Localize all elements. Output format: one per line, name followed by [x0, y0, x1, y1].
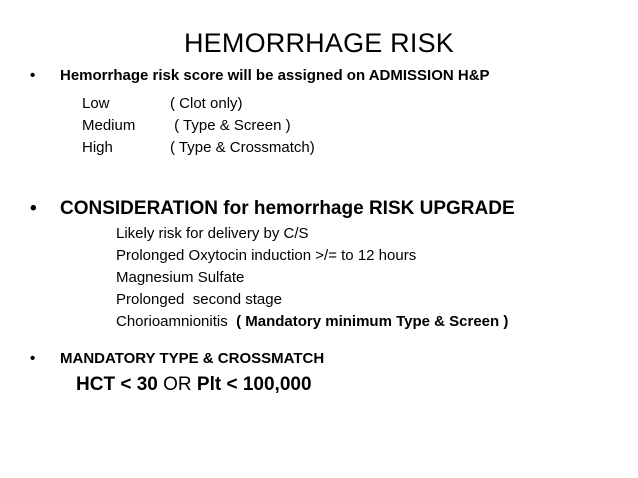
criterion-hct: HCT < 30 — [76, 374, 158, 395]
criterion-connector: OR — [163, 374, 192, 395]
risk-level-name: High — [82, 139, 113, 156]
risk-level-low — [82, 93, 315, 115]
consideration-item: Prolonged Oxytocin induction >/= to 12 hours — [116, 247, 417, 264]
slide-title: HEMORRHAGE RISK — [183, 28, 455, 58]
bullet-icon: • — [30, 350, 36, 367]
risk-level-detail: ( Type & Screen ) — [170, 117, 291, 134]
consideration-item: Magnesium Sulfate — [116, 269, 245, 286]
bullet-icon: • — [30, 67, 36, 84]
bullet-mandatory — [30, 350, 324, 367]
risk-level-name: Low — [82, 95, 110, 112]
criterion-plt: Plt < 100,000 — [196, 374, 312, 395]
consideration-item: Chorioamnionitis — [116, 313, 228, 330]
mandatory-note: ( Mandatory minimum Type & Screen ) — [236, 313, 509, 330]
consideration-list — [116, 223, 508, 333]
bullet-consideration — [30, 198, 515, 220]
risk-level-medium — [82, 115, 315, 137]
bullet-icon: • — [30, 198, 37, 219]
mandatory-heading: MANDATORY TYPE & CROSSMATCH — [60, 350, 325, 367]
risk-level-list — [82, 93, 315, 159]
consideration-item: Likely risk for delivery by C/S — [116, 225, 309, 242]
consideration-item: Prolonged second stage — [116, 291, 282, 308]
consideration-item-last — [116, 311, 508, 333]
risk-level-detail: ( Type & Crossmatch) — [170, 139, 315, 156]
risk-level-detail: ( Clot only) — [170, 95, 243, 112]
risk-level-high — [82, 137, 315, 159]
mandatory-criteria — [76, 372, 312, 398]
admission-heading: Hemorrhage risk score will be assigned on ADMISSION H&P — [60, 67, 490, 84]
bullet-admission — [30, 67, 490, 84]
consideration-heading: CONSIDERATION for hemorrhage RISK UPGRADE — [60, 198, 515, 219]
risk-level-name: Medium — [82, 117, 136, 134]
